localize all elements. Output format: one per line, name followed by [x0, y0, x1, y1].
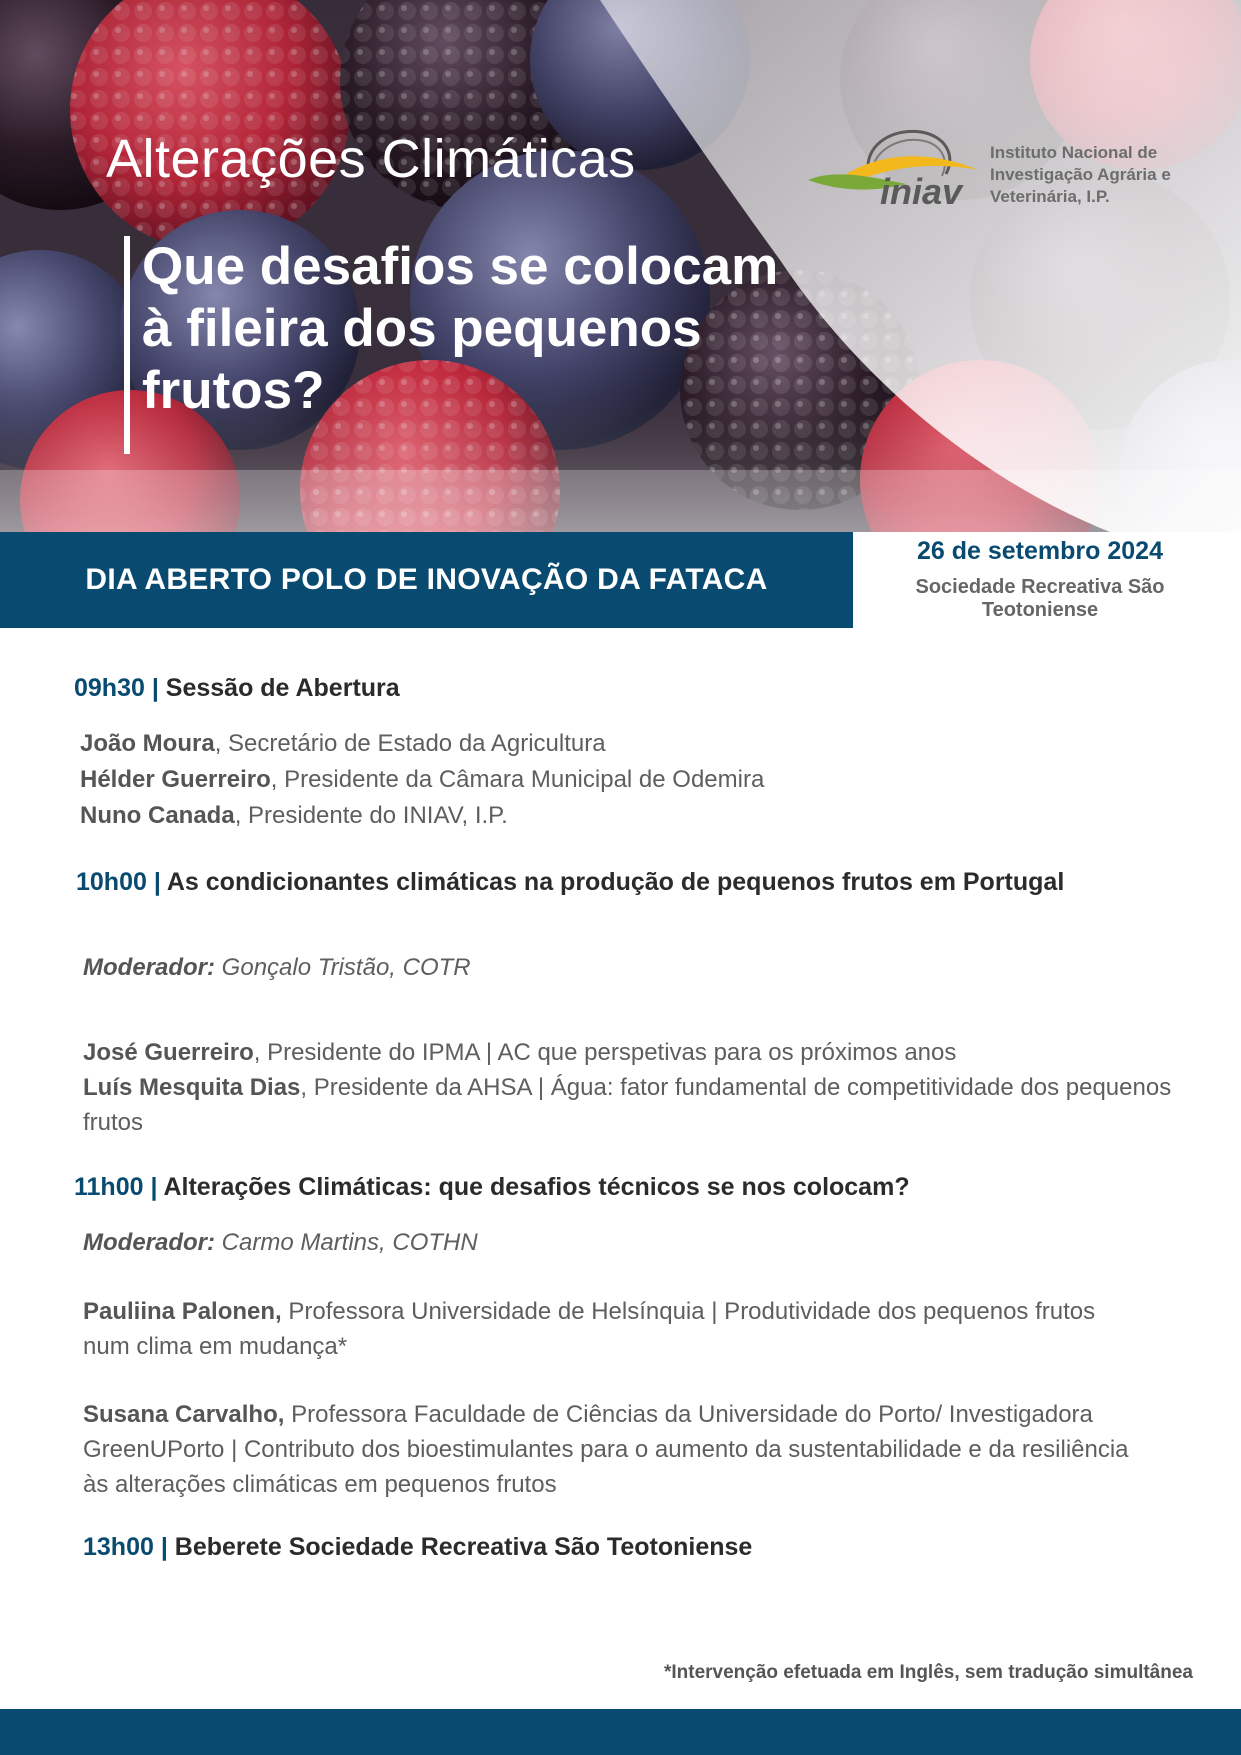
- speaker-role: , Secretário de Estado da Agricultura: [214, 730, 606, 757]
- speaker-role: Professora Universidade de Helsínquia | Produtividade dos pequenos frutos num clima em mudança*: [83, 1298, 1096, 1360]
- speaker-line: [80, 726, 606, 761]
- event-date: 26 de setembro 2024: [917, 537, 1163, 565]
- speaker-role: , Presidente da Câmara Municipal de Odemira: [270, 766, 765, 793]
- speaker-name: Hélder Guerreiro: [80, 766, 271, 793]
- event-series-title: Alterações Climáticas: [106, 129, 636, 189]
- session-time: 13h00 |: [83, 1533, 168, 1561]
- session-title: Sessão de Abertura: [165, 674, 400, 702]
- speaker-role: Professora Faculdade de Ciências da Universidade do Porto/ Investigadora GreenUPorto | Contributo dos bioestimulantes para o aumento da sustentabilidade e da resiliência às alterações climáticas em pequenos frutos: [83, 1401, 1129, 1498]
- event-banner-title: DIA ABERTO POLO DE INOVAÇÃO DA FATACA: [85, 563, 768, 596]
- moderator-line: [83, 1225, 478, 1260]
- event-venue: Sociedade Recreativa São Teotoniense: [915, 576, 1165, 621]
- speaker-line: [83, 1294, 1133, 1364]
- page-title: Que desafios se colocam à fileira dos pequenos frutos?: [142, 237, 779, 420]
- session-heading: [83, 1533, 752, 1562]
- session-time: 11h00 |: [74, 1173, 158, 1201]
- session-time: 09h30 |: [74, 674, 159, 702]
- session-heading: [74, 1173, 910, 1202]
- speaker-name: Susana Carvalho,: [83, 1401, 285, 1428]
- speaker-name: Nuno Canada: [80, 802, 235, 829]
- speaker-line: [83, 1035, 956, 1070]
- speaker-name: José Guerreiro: [83, 1039, 254, 1066]
- speaker-line: [80, 762, 764, 797]
- session-heading: [76, 868, 1136, 897]
- event-banner: [0, 532, 853, 628]
- speaker-role: , Presidente da AHSA | Água: fator fundamental de competitividade dos pequenos frutos: [83, 1074, 1172, 1136]
- speaker-role: , Presidente do IPMA | AC que perspetivas para os próximos anos: [253, 1039, 957, 1066]
- org-name-line: Investigação Agrária e: [990, 165, 1171, 184]
- session-title: Beberete Sociedade Recreativa São Teotoniense: [174, 1533, 753, 1561]
- moderator-name: Carmo Martins, COTHN: [221, 1229, 478, 1256]
- speaker-name: Luís Mesquita Dias: [83, 1074, 301, 1101]
- moderator-name: Gonçalo Tristão, COTR: [221, 954, 471, 981]
- session-title: As condicionantes climáticas na produção de pequenos frutos em Portugal: [166, 868, 1065, 896]
- moderator-label: Moderador:: [83, 1229, 215, 1256]
- speaker-line: [83, 1070, 1213, 1140]
- iniav-org-name: [990, 142, 1210, 208]
- session-heading: [74, 674, 400, 703]
- footnote: *Intervenção efetuada em Inglês, sem tradução simultânea: [663, 1662, 1193, 1683]
- speaker-role: , Presidente do INIAV, I.P.: [234, 802, 508, 829]
- moderator-label: Moderador:: [83, 954, 215, 981]
- iniav-wordmark: iniav: [880, 171, 963, 212]
- session-title: Alterações Climáticas: que desafios técnicos se nos colocam?: [163, 1173, 910, 1201]
- speaker-line: [80, 798, 508, 833]
- speaker-name: João Moura: [80, 730, 215, 757]
- speaker-line: [83, 1397, 1143, 1502]
- speaker-name: Pauliina Palonen,: [83, 1298, 282, 1325]
- iniav-logo: [806, 122, 1206, 222]
- org-name-line: Veterinária, I.P.: [990, 187, 1110, 206]
- footer-bar: [0, 1709, 1241, 1755]
- org-name-line: Instituto Nacional de: [990, 143, 1158, 162]
- iniav-logo-mark: [806, 122, 986, 222]
- hero-banner: [0, 0, 1241, 532]
- title-accent-bar: [124, 236, 130, 454]
- moderator-line: [83, 950, 471, 985]
- session-time: 10h00 |: [76, 868, 161, 896]
